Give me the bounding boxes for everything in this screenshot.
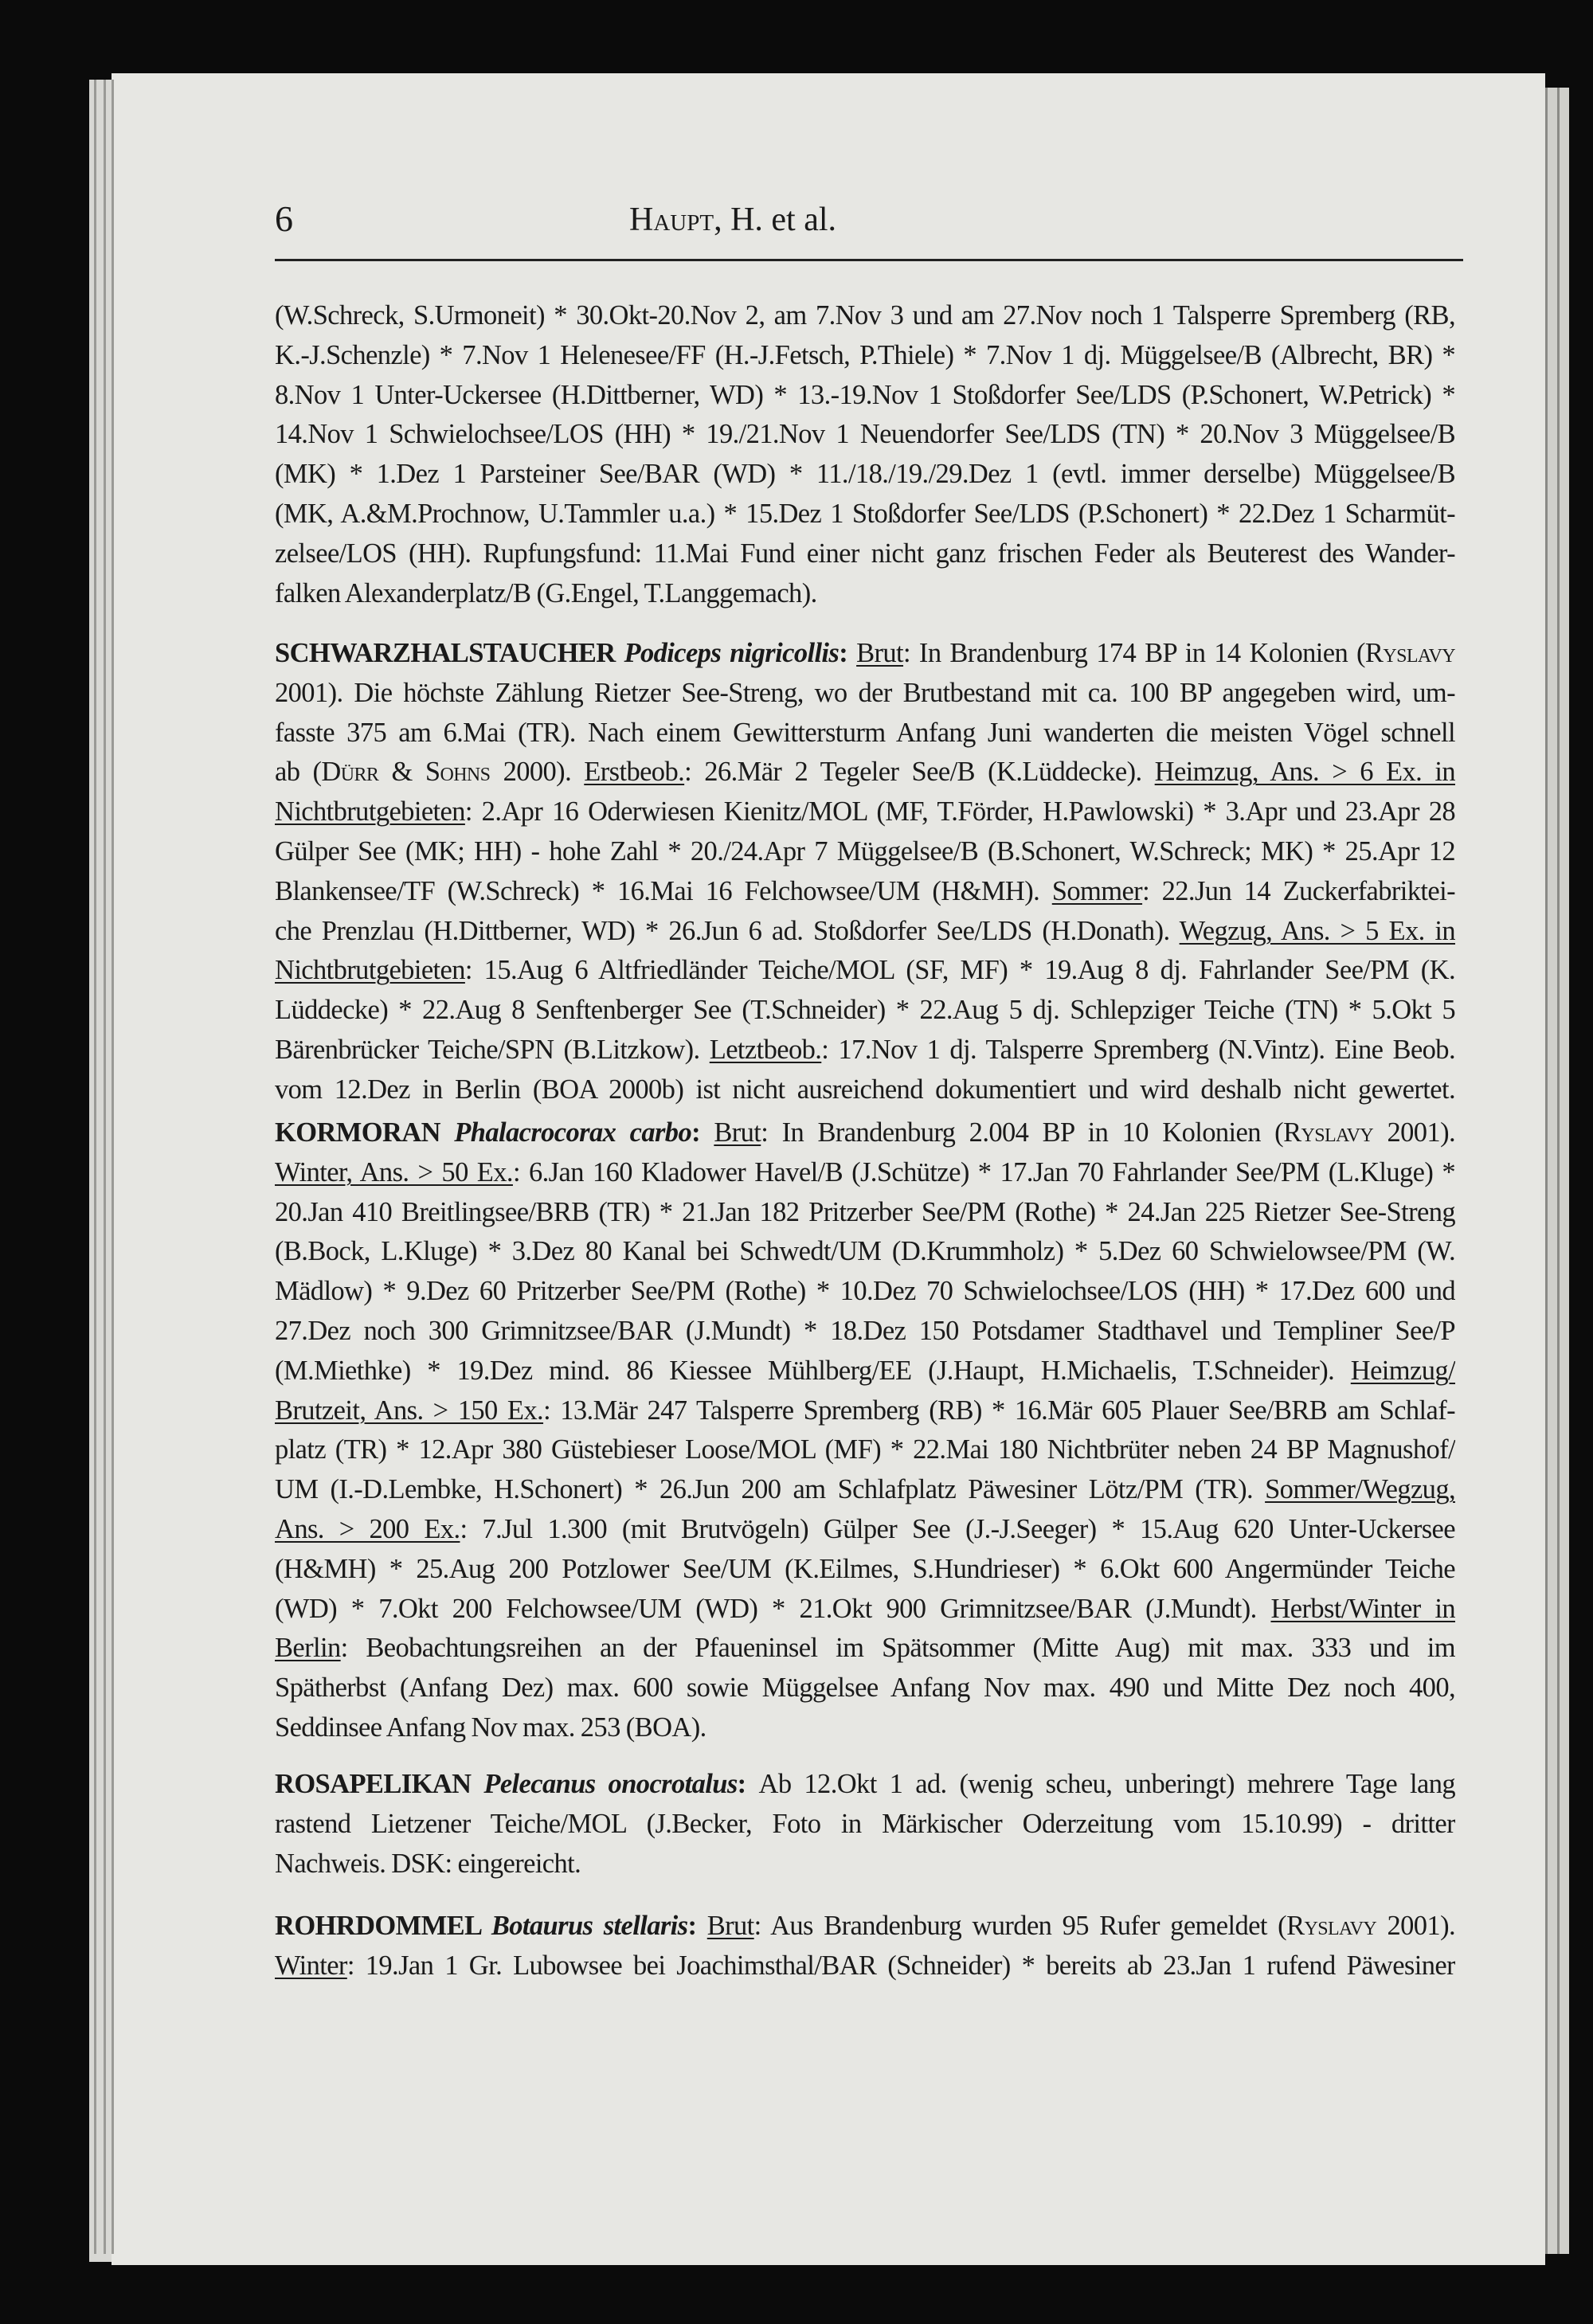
text-segment: UM (I.-D.Lembke, H.Schonert) * 26.Jun 200 am Schlafplatz Päwesiner Lötz/PM (TR). <box>275 1474 1266 1505</box>
text-line <box>275 792 1455 832</box>
text-line <box>275 574 1455 614</box>
text-line <box>275 1845 1455 1884</box>
page-edge <box>94 80 96 2254</box>
section-label: Letztbeob. <box>709 1034 822 1065</box>
author-citation: Dürr <box>321 757 379 788</box>
text-segment: : 7.Jul 1.300 (mit Brutvögeln) Gülper See (J.-J.Seeger) * 15.Aug 620 Unter-Uckersee <box>460 1513 1455 1544</box>
text-segment: rastend Lietzener Teiche/MOL (J.Becker, Foto in Märkischer Oderzeitung vom 15.10.99) - dritter <box>275 1808 1455 1839</box>
text-line <box>275 1272 1455 1312</box>
paragraph-falke-continued <box>275 296 1455 613</box>
text-segment: : 15.Aug 6 Altfriedländer Teiche/MOL (SF, MF) * 19.Aug 8 dj. Fahrlander See/PM (K. <box>464 955 1455 986</box>
header-rule <box>275 259 1463 261</box>
text-line <box>275 832 1455 872</box>
text-line <box>275 1907 1455 1946</box>
species-name: : <box>737 1769 759 1799</box>
page-edge <box>1557 88 1560 2254</box>
text-line <box>275 1765 1455 1805</box>
species-name: ROHRDOMMEL <box>275 1911 491 1941</box>
page-number: 6 <box>275 198 293 239</box>
text-segment: (WD) * 7.Okt 200 Felchowsee/UM (WD) * 21.Okt 900 Grimnitzsee/BAR (J.Mundt). <box>275 1593 1271 1624</box>
text-line <box>275 1391 1455 1431</box>
text-segment: platz (TR) * 12.Apr 380 Güstebieser Loose/MOL (MF) * 22.Mai 180 Nichtbrüter neben 24 BP Magnushof/ <box>275 1434 1455 1465</box>
text-segment: falken Alexanderplatz/B (G.Engel, T.Langgemach). <box>275 577 817 608</box>
paragraph-kormoran <box>275 1113 1455 1748</box>
author-citation: Sohns <box>425 757 491 788</box>
text-line <box>275 1946 1455 1986</box>
text-segment: : 26.Mär 2 Tegeler See/B (K.Lüddecke). <box>684 757 1155 788</box>
text-line <box>275 1312 1455 1352</box>
text-line <box>275 415 1455 455</box>
text-segment: che Prenzlau (H.Dittberner, WD) * 26.Jun 6 ad. Stoßdorfer See/LDS (H.Donath). <box>275 915 1180 946</box>
text-line <box>275 1470 1455 1510</box>
text-line <box>275 1352 1455 1391</box>
section-label: Herbst/Winter in <box>1270 1593 1455 1624</box>
text-segment: 27.Dez noch 300 Grimnitzsee/BAR (J.Mundt) * 18.Dez 150 Potsdamer Stadthavel und Templiner See/P <box>275 1315 1455 1346</box>
text-segment: : In Brandenburg 174 BP in 14 Kolonien ( <box>903 638 1365 668</box>
text-line <box>275 991 1455 1031</box>
text-segment: 20.Jan 410 Breitlingsee/BRB (TR) * 21.Jan 182 Pritzerber See/PM (Rothe) * 24.Jan 225 Rietzer See-Streng <box>275 1196 1455 1227</box>
page-edge <box>104 80 106 2254</box>
text-segment: Gülper See (MK; HH) - hohe Zahl * 20./24.Apr 7 Müggelsee/B (B.Schonert, W.Schreck; MK) * 25.Apr 12 <box>275 835 1455 867</box>
running-head <box>629 201 836 239</box>
text-line <box>275 1232 1455 1272</box>
text-line <box>275 1113 1455 1153</box>
text-line <box>275 376 1455 416</box>
text-segment: Bärenbrücker Teiche/SPN (B.Litzkow). <box>275 1034 710 1065</box>
paragraph-schwarzhalstaucher <box>275 634 1455 1110</box>
text-segment: (W.Schreck, S.Urmoneit) * 30.Okt-20.Nov 2, am 7.Nov 3 und am 27.Nov noch 1 Talsperre Spremberg (RB, <box>275 300 1455 331</box>
text-segment: 2001). <box>1376 1911 1455 1941</box>
text-segment: Seddinsee Anfang Nov max. 253 (BOA). <box>275 1712 706 1743</box>
section-label: Wegzug, Ans. > 5 Ex. in <box>1179 915 1455 946</box>
text-line <box>275 495 1455 534</box>
text-line <box>275 951 1455 991</box>
text-line <box>275 1510 1455 1550</box>
section-label: Heimzug/ <box>1350 1355 1455 1386</box>
section-label: Erstbeob. <box>584 757 685 788</box>
text-segment: Ab 12.Okt 1 ad. (wenig scheu, unberingt) mehrere Tage lang <box>758 1769 1455 1799</box>
text-line <box>275 1070 1455 1110</box>
text-line <box>275 1193 1455 1233</box>
section-label: Brutzeit, Ans. > 150 Ex. <box>275 1395 544 1426</box>
text-line <box>275 1031 1455 1070</box>
text-line <box>275 872 1455 912</box>
text-segment: (H&MH) * 25.Aug 200 Potzlower See/UM (K.Eilmes, S.Hundrieser) * 6.Okt 600 Angermünder Teiche <box>275 1553 1455 1584</box>
text-segment: : Aus Brandenburg wurden 95 Rufer gemeldet ( <box>753 1911 1287 1941</box>
section-label: Sommer <box>1051 875 1143 906</box>
author-citation: Ryslavy <box>1286 1911 1377 1941</box>
paragraph-rohrdommel <box>275 1907 1455 1986</box>
section-label: Berlin <box>275 1633 341 1664</box>
text-line <box>275 674 1455 714</box>
text-line <box>275 455 1455 495</box>
text-segment: : 6.Jan 160 Kladower Havel/B (J.Schütze) * 17.Jan 70 Fahrlander See/PM (L.Kluge) * <box>512 1156 1455 1187</box>
text-segment: vom 12.Dez in Berlin (BOA 2000b) ist nicht ausreichend dokumentiert und wird deshalb nicht gewertet. <box>275 1074 1455 1105</box>
text-segment: Lüddecke) * 22.Aug 8 Senftenberger See (T.Schneider) * 22.Aug 5 dj. Schlepziger Teiche (TN) * 5.Okt 5 <box>275 995 1455 1026</box>
species-name: SCHWARZHALSTAUCHER <box>275 638 624 668</box>
text-line <box>275 1550 1455 1590</box>
text-segment: 8.Nov 1 Unter-Uckersee (H.Dittberner, WD) * 13.-19.Nov 1 Stoßdorfer See/LDS (P.Schonert, W.Petrick) * <box>275 379 1455 410</box>
text-segment: (MK, A.&M.Prochnow, U.Tammler u.a.) * 15.Dez 1 Stoßdorfer See/LDS (P.Schonert) * 22.Dez 1 Scharmüt- <box>275 498 1455 529</box>
text-segment: fasste 375 am 6.Mai (TR). Nach einem Gewittersturm Anfang Juni wanderten die meisten Vögel schnell <box>275 717 1455 748</box>
text-line <box>275 753 1455 792</box>
section-label: Brut <box>856 638 904 668</box>
section-label: Nichtbrutgebieten <box>275 796 465 827</box>
scientific-name: Podiceps nigricollis <box>624 638 840 668</box>
text-segment: : 17.Nov 1 dj. Talsperre Spremberg (N.Vintz). Eine Beob. <box>821 1034 1455 1065</box>
section-label: Nichtbrutgebieten <box>275 955 465 986</box>
section-label: Winter, Ans. > 50 Ex. <box>275 1156 513 1187</box>
text-segment: 14.Nov 1 Schwielochsee/LOS (HH) * 19./21.Nov 1 Neuendorfer See/LDS (TN) * 20.Nov 3 Müggelsee/B <box>275 419 1455 450</box>
text-line <box>275 714 1455 753</box>
text-segment: & <box>378 757 425 788</box>
text-segment: 2001). Die höchste Zählung Rietzer See-Streng, wo der Brutbestand mit ca. 100 BP angegeben wird, um- <box>275 677 1455 708</box>
text-segment: K.-J.Schenzle) * 7.Nov 1 Helenesee/FF (H.-J.Fetsch, P.Thiele) * 7.Nov 1 dj. Müggelsee/B (Albrecht, BR) * <box>275 339 1455 370</box>
species-name: ROSAPELIKAN <box>275 1769 484 1799</box>
text-segment: : 22.Jun 14 Zuckerfabriktei- <box>1142 875 1455 906</box>
text-segment: (M.Miethke) * 19.Dez mind. 86 Kiessee Mühlberg/EE (J.Haupt, H.Michaelis, T.Schneider). <box>275 1355 1351 1386</box>
species-name: : <box>691 1117 714 1148</box>
author-citation: Ryslavy <box>1364 638 1455 668</box>
text-segment: Nachweis. DSK: eingereicht. <box>275 1848 581 1879</box>
text-segment: : 19.Jan 1 Gr. Lubowsee bei Joachimsthal/BAR (Schneider) * bereits ab 23.Jan 1 rufend Päwesiner <box>346 1950 1455 1981</box>
running-head-author: Haupt <box>629 201 714 238</box>
text-segment: : 2.Apr 16 Oderwiesen Kienitz/MOL (MF, T.Förder, H.Pawlowski) * 3.Apr und 23.Apr 28 <box>464 796 1455 827</box>
section-label: Ans. > 200 Ex. <box>275 1513 460 1544</box>
scientific-name: Pelecanus onocrotalus <box>483 1769 738 1799</box>
section-label: Brut <box>714 1117 761 1148</box>
text-segment: 2000). <box>490 757 585 788</box>
text-line <box>275 1805 1455 1845</box>
scientific-name: Phalacrocorax carbo <box>454 1117 692 1148</box>
species-name: KORMORAN <box>275 1117 455 1148</box>
text-line <box>275 296 1455 336</box>
text-line <box>275 1708 1455 1748</box>
text-segment: Blankensee/TF (W.Schreck) * 16.Mai 16 Felchowsee/UM (H&MH). <box>275 875 1052 906</box>
text-line <box>275 1153 1455 1193</box>
author-citation: Ryslavy <box>1283 1117 1374 1148</box>
page-edge <box>1545 88 1548 2254</box>
species-name: : <box>687 1911 707 1941</box>
text-line <box>275 1669 1455 1708</box>
text-line <box>275 912 1455 952</box>
text-line <box>275 1590 1455 1630</box>
section-label: Heimzug, Ans. > 6 Ex. in <box>1154 757 1455 788</box>
text-line <box>275 336 1455 376</box>
text-segment: : Beobachtungsreihen an der Pfaueninsel im Spätsommer (Mitte Aug) mit max. 333 und im <box>340 1633 1455 1664</box>
section-label: Winter <box>275 1950 347 1981</box>
text-segment: (MK) * 1.Dez 1 Parsteiner See/BAR (WD) * 11./18./19./29.Dez 1 (evtl. immer derselbe) Müggelsee/B <box>275 459 1455 490</box>
text-segment: zelsee/LOS (HH). Rupfungsfund: 11.Mai Fund einer nicht ganz frischen Feder als Beuterest des Wander- <box>275 538 1455 569</box>
text-segment: : 13.Mär 247 Talsperre Spremberg (RB) * 16.Mär 605 Plauer See/BRB am Schlaf- <box>543 1395 1455 1426</box>
page-edge <box>112 80 114 2254</box>
scientific-name: Botaurus stellaris <box>491 1911 688 1941</box>
text-segment: ab ( <box>275 757 322 788</box>
running-head-rest: , H. et al. <box>714 201 837 238</box>
text-segment: : In Brandenburg 2.004 BP in 10 Kolonien ( <box>761 1117 1284 1148</box>
text-line <box>275 534 1455 574</box>
text-line <box>275 1629 1455 1669</box>
text-segment: (B.Bock, L.Kluge) * 3.Dez 80 Kanal bei Schwedt/UM (D.Krummholz) * 5.Dez 60 Schwielowsee/PM (W. <box>275 1236 1455 1267</box>
text-segment: Spätherbst (Anfang Dez) max. 600 sowie Müggelsee Anfang Nov max. 490 und Mitte Dez noch 400, <box>275 1673 1455 1704</box>
section-label: Brut <box>706 1911 754 1941</box>
text-segment: 2001). <box>1373 1117 1455 1148</box>
section-label: Sommer/Wegzug, <box>1265 1474 1455 1505</box>
paragraph-rosapelikan <box>275 1765 1455 1884</box>
text-segment: Mädlow) * 9.Dez 60 Pritzerber See/PM (Rothe) * 10.Dez 70 Schwielochsee/LOS (HH) * 17.Dez 600 und <box>275 1276 1455 1307</box>
species-name: : <box>839 638 857 668</box>
text-line <box>275 634 1455 674</box>
text-line <box>275 1430 1455 1470</box>
